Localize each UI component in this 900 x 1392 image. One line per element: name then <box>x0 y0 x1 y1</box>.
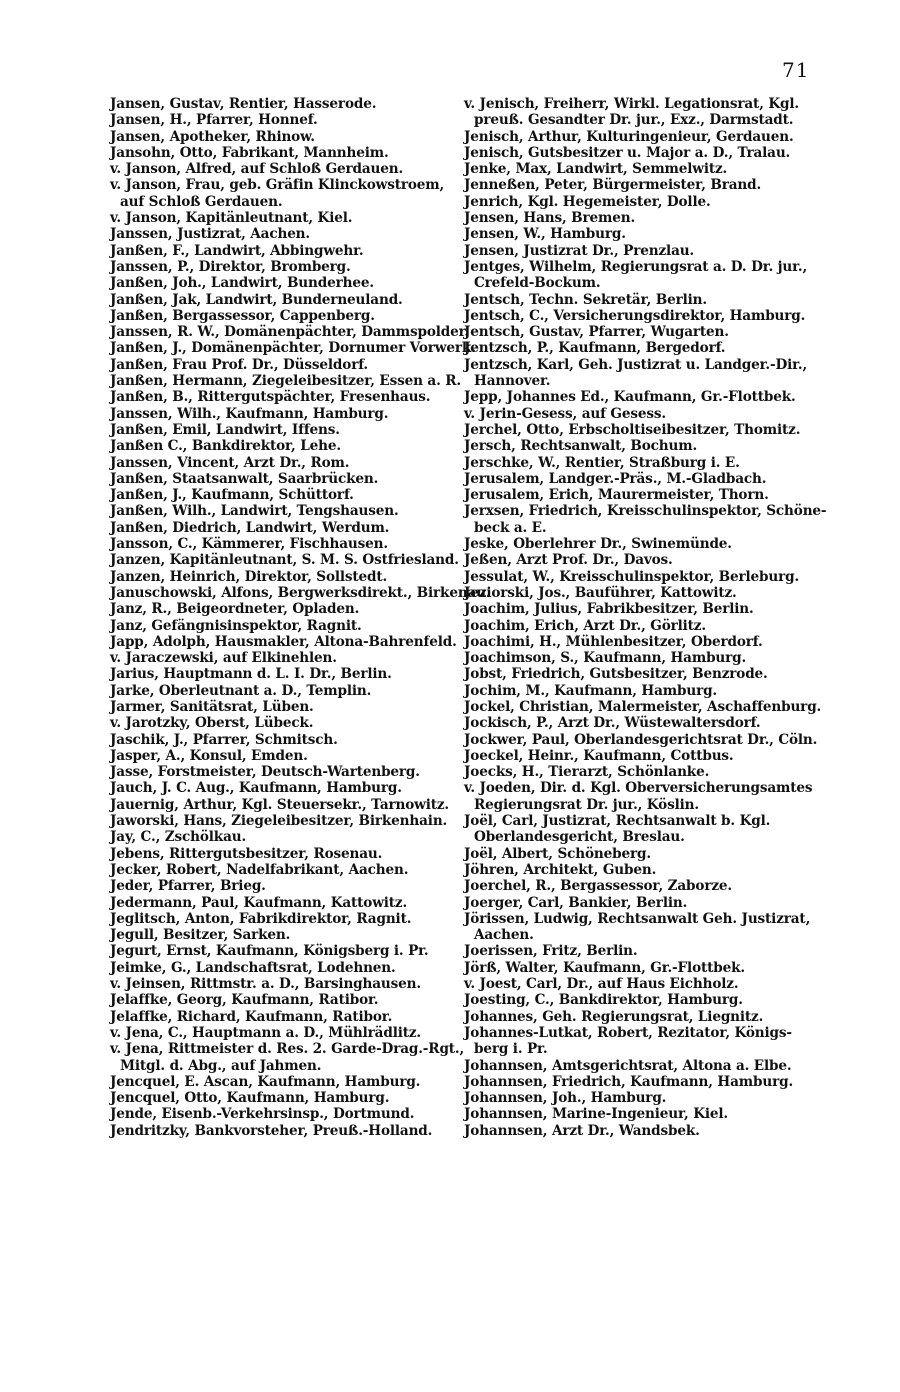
entry-text: Janßen, F., Landwirt, Abbingwehr. <box>110 242 364 259</box>
entry-text: Jochim, M., Kaufmann, Hamburg. <box>464 682 718 699</box>
entry-text: Januschowski, Alfons, Bergwerksdirekt., Birkenau. <box>110 584 491 601</box>
directory-entry <box>110 308 445 324</box>
entry-text: Janzen, Kapitänleutnant, S. M. S. Ostfriesland. <box>110 552 459 569</box>
directory-entry <box>464 698 822 715</box>
entry-text: Jockwer, Paul, Oberlandesgerichtsrat Dr., Cöln. <box>464 731 818 748</box>
directory-entry <box>110 455 445 471</box>
entry-continuation: berg i. Pr. <box>474 1041 548 1058</box>
entry-text: Johannsen, Friedrich, Kaufmann, Hamburg. <box>464 1073 794 1090</box>
entry-text: Joeckel, Heinr., Kaufmann, Cottbus. <box>464 747 734 764</box>
directory-entry <box>464 666 814 682</box>
directory-entry <box>110 373 461 390</box>
entry-text: Jentges, Wilhelm, Regierungsrat a. D. Dr. jur., <box>464 258 808 275</box>
directory-entry <box>110 829 445 845</box>
entry-text: Jedermann, Paul, Kaufmann, Kattowitz. <box>110 894 408 911</box>
directory-entry <box>110 666 445 682</box>
entry-text: Janßen, Jak, Landwirt, Bunderneuland. <box>110 291 403 308</box>
directory-entry <box>464 503 827 536</box>
entry-text: Janßen, Staatsanwalt, Saarbrücken. <box>110 470 379 487</box>
entry-text: Jansen, H., Pfarrer, Honnef. <box>110 112 318 129</box>
entry-text: Jelaffke, Richard, Kaufmann, Ratibor. <box>110 1008 393 1025</box>
directory-entry <box>110 503 445 519</box>
entry-text: Johannsen, Joh., Hamburg. <box>464 1090 667 1107</box>
directory-entry <box>110 438 445 454</box>
entry-text: v. Jenisch, Freiherr, Wirkl. Legationsrat, Kgl. <box>464 96 799 112</box>
directory-entry <box>464 96 814 129</box>
entry-text: Jenrich, Kgl. Hegemeister, Dolle. <box>464 193 711 210</box>
directory-entry <box>110 813 448 830</box>
entry-text: Jenneßen, Peter, Bürgermeister, Brand. <box>464 177 762 194</box>
entry-text: Janz, Gefängnisinspektor, Ragnit. <box>110 617 362 634</box>
directory-entry <box>464 259 814 292</box>
directory-entry <box>110 340 476 357</box>
directory-entry <box>110 895 445 911</box>
directory-entry <box>110 943 445 959</box>
directory-entry <box>110 683 445 699</box>
entry-text: Janßen, Joh., Landwirt, Bunderhee. <box>110 275 374 292</box>
directory-entry <box>464 569 814 585</box>
entry-text: Jaworski, Hans, Ziegeleibesitzer, Birkenhain. <box>110 813 448 830</box>
entry-text: Jelaffke, Georg, Kaufmann, Ratibor. <box>110 992 379 1009</box>
entry-text: Janßen, Frau Prof. Dr., Düsseldorf. <box>110 356 368 373</box>
entry-continuation: Mitgl. d. Abg., auf Jahmen. <box>120 1057 322 1074</box>
directory-entry <box>464 455 814 471</box>
directory-entry <box>110 618 445 634</box>
directory-entry <box>110 226 445 242</box>
directory-entry <box>464 585 814 601</box>
entry-text: Johannes, Geh. Regierungsrat, Liegnitz. <box>464 1008 764 1025</box>
directory-entry <box>464 1123 814 1139</box>
directory-entry <box>464 1058 814 1074</box>
directory-entry <box>464 145 814 161</box>
directory-entry <box>464 226 814 242</box>
directory-entry <box>464 324 814 340</box>
directory-entry <box>464 243 814 259</box>
entry-text: Jaschik, J., Pfarrer, Schmitsch. <box>110 731 338 748</box>
entry-text: Jensen, Hans, Bremen. <box>464 210 636 227</box>
directory-entry <box>464 813 814 846</box>
directory-entry <box>464 1009 814 1025</box>
entry-text: v. Jarotzky, Oberst, Lübeck. <box>110 715 314 732</box>
directory-entry <box>110 243 445 259</box>
entry-text: Jeder, Pfarrer, Brieg. <box>110 878 266 895</box>
directory-entry <box>110 569 445 585</box>
entry-text: Jensen, Justizrat Dr., Prenzlau. <box>464 242 695 259</box>
entry-text: v. Joeden, Dir. d. Kgl. Oberversicherungsamtes <box>464 780 813 797</box>
entry-text: Joerger, Carl, Bankier, Berlin. <box>464 894 688 911</box>
entry-text: Jarke, Oberleutnant a. D., Templin. <box>110 682 372 699</box>
directory-entry <box>464 943 814 959</box>
entry-text: Jerschke, W., Rentier, Straßburg i. E. <box>464 454 740 471</box>
entry-text: Joachimi, H., Mühlenbesitzer, Oberdorf. <box>464 633 763 650</box>
entry-text: v. Jerin-Gesess, auf Gesess. <box>464 405 666 422</box>
directory-entry <box>110 357 445 373</box>
directory-entry <box>110 210 445 226</box>
directory-entry <box>110 911 445 927</box>
directory-entry <box>110 976 445 992</box>
entry-text: Jansen, Apotheker, Rhinow. <box>110 128 315 145</box>
entry-text: v. Jeinsen, Rittmstr. a. D., Barsinghausen. <box>110 976 421 993</box>
entry-text: Jegurt, Ernst, Kaufmann, Königsberg i. Pr. <box>110 943 429 960</box>
directory-entry <box>110 1123 445 1139</box>
entry-text: v. Jena, C., Hauptmann a. D., Mühlrädlitz. <box>110 1024 422 1041</box>
entry-text: Joesting, C., Bankdirektor, Hamburg. <box>464 992 743 1009</box>
entry-text: Joël, Carl, Justizrat, Rechtsanwalt b. Kgl. <box>464 813 771 830</box>
entry-continuation: auf Schloß Gerdauen. <box>120 193 283 210</box>
entry-text: Jepp, Johannes Ed., Kaufmann, Gr.-Flottbek. <box>464 389 796 406</box>
entry-continuation: Aachen. <box>474 927 534 944</box>
directory-entry <box>110 324 469 341</box>
left-column <box>110 96 491 1139</box>
entry-text: Janßen, J., Domänenpächter, Dornumer Vorwerk. <box>110 340 476 357</box>
entry-text: Joecks, H., Tierarzt, Schönlanke. <box>464 764 710 781</box>
directory-entry <box>110 764 445 780</box>
directory-entry <box>110 520 445 536</box>
entry-text: Jauch, J. C. Aug., Kaufmann, Hamburg. <box>110 780 402 797</box>
directory-entry <box>464 129 814 145</box>
entry-text: Janßen, Bergassessor, Cappenberg. <box>110 307 375 324</box>
entry-continuation: beck a. E. <box>474 519 547 536</box>
entry-text: Jessulat, W., Kreisschulinspektor, Berleburg. <box>464 568 800 585</box>
entry-text: Janssen, Wilh., Kaufmann, Hamburg. <box>110 405 389 422</box>
directory-entry <box>110 1009 445 1025</box>
directory-entry <box>110 1074 445 1090</box>
directory-entry <box>464 471 814 487</box>
directory-entry <box>464 438 814 454</box>
page-number: 71 <box>782 58 810 82</box>
directory-entry <box>110 422 445 438</box>
entry-text: Joachim, Erich, Arzt Dr., Görlitz. <box>464 617 706 634</box>
directory-entry <box>110 992 445 1008</box>
entry-text: Jeglitsch, Anton, Fabrikdirektor, Ragnit. <box>110 910 412 927</box>
entry-text: Johannsen, Marine-Ingenieur, Kiel. <box>464 1106 729 1123</box>
entry-text: Janßen, J., Kaufmann, Schüttorf. <box>110 487 354 504</box>
directory-entry <box>464 976 814 992</box>
directory-entry <box>464 911 814 944</box>
entry-text: Johannsen, Amtsgerichtsrat, Altona a. Elbe. <box>464 1057 792 1074</box>
directory-entry <box>464 731 818 748</box>
entry-text: Jerxsen, Friedrich, Kreisschulinspektor, Schöne- <box>464 503 827 520</box>
entry-text: Johannsen, Arzt Dr., Wandsbek. <box>464 1122 700 1139</box>
entry-text: Jeimke, G., Landschaftsrat, Lodehnen. <box>110 959 396 976</box>
directory-entry <box>110 715 445 731</box>
directory-entry <box>464 487 814 503</box>
entry-text: Joerchel, R., Bergassessor, Zaborze. <box>464 878 732 895</box>
entry-text: Jencquel, Otto, Kaufmann, Hamburg. <box>110 1090 390 1107</box>
directory-entry <box>464 1074 814 1090</box>
entry-text: Jasper, A., Konsul, Emden. <box>110 747 308 764</box>
entry-continuation: Crefeld-Bockum. <box>474 275 601 292</box>
entry-text: Janßen, Emil, Landwirt, Iffens. <box>110 421 340 438</box>
entry-text: Jendritzky, Bankvorsteher, Preuß.-Holland. <box>110 1122 433 1139</box>
entry-text: Jockel, Christian, Malermeister, Aschaffenburg. <box>464 698 822 715</box>
entry-text: Jersch, Rechtsanwalt, Bochum. <box>464 438 698 455</box>
directory-entry <box>110 601 445 617</box>
directory-entry <box>464 292 814 308</box>
entry-text: Jentzsch, P., Kaufmann, Bergedorf. <box>464 340 726 357</box>
directory-entry <box>464 340 814 356</box>
directory-entry <box>110 748 445 764</box>
directory-entry <box>110 780 445 796</box>
entry-text: Jansen, Gustav, Rentier, Hasserode. <box>110 96 377 112</box>
entry-text: Jörissen, Ludwig, Rechtsanwalt Geh. Justizrat, <box>464 910 811 927</box>
entry-continuation: preuß. Gesandter Dr. jur., Exz., Darmstadt. <box>474 112 794 129</box>
entry-text: Jenke, Max, Landwirt, Semmelwitz. <box>464 161 728 178</box>
directory-entry <box>464 308 814 324</box>
directory-entry <box>464 422 814 438</box>
entry-text: Jöhren, Architekt, Guben. <box>464 861 657 878</box>
directory-entry <box>464 1025 814 1058</box>
directory-entry <box>464 878 814 894</box>
directory-entry <box>464 683 814 699</box>
entry-text: Jentsch, Gustav, Pfarrer, Wugarten. <box>464 324 729 341</box>
directory-entry <box>464 748 814 764</box>
directory-entry <box>110 275 445 291</box>
entry-text: Jenisch, Gutsbesitzer u. Major a. D., Tralau. <box>464 144 791 161</box>
entry-continuation: Hannover. <box>474 373 551 390</box>
entry-text: Jay, C., Zschölkau. <box>110 829 247 846</box>
entry-text: Jansohn, Otto, Fabrikant, Mannheim. <box>110 144 389 161</box>
directory-entry <box>110 650 445 666</box>
directory-entry <box>464 650 814 666</box>
entry-text: Joël, Albert, Schöneberg. <box>464 845 651 862</box>
directory-entry <box>110 161 445 177</box>
entry-text: v. Joest, Carl, Dr., auf Haus Eichholz. <box>464 976 739 993</box>
entry-text: v. Janson, Frau, geb. Gräfin Klinckowstroem, <box>110 177 445 194</box>
directory-entry <box>110 846 445 862</box>
entry-continuation: Oberlandesgericht, Breslau. <box>474 829 685 846</box>
directory-entry <box>464 601 814 617</box>
entry-text: Janßen, Hermann, Ziegeleibesitzer, Essen a. R. <box>110 373 461 390</box>
entry-text: Joerissen, Fritz, Berlin. <box>464 943 638 960</box>
entry-text: v. Janson, Kapitänleutnant, Kiel. <box>110 210 353 227</box>
entry-text: Jeziorski, Jos., Bauführer, Kattowitz. <box>464 584 737 601</box>
directory-entry <box>464 210 814 226</box>
entry-text: Jentsch, Techn. Sekretär, Berlin. <box>464 291 707 308</box>
entry-text: Jebens, Rittergutsbesitzer, Rosenau. <box>110 845 383 862</box>
entry-text: Jegull, Besitzer, Sarken. <box>110 927 291 944</box>
directory-entry <box>110 699 445 715</box>
entry-text: Jörß, Walter, Kaufmann, Gr.-Flottbek. <box>464 959 745 976</box>
directory-entry <box>110 389 445 405</box>
entry-text: Janz, R., Beigeordneter, Opladen. <box>110 601 360 618</box>
directory-entry <box>110 732 445 748</box>
entry-text: Janssen, P., Direktor, Bromberg. <box>110 258 351 275</box>
directory-entry <box>110 960 445 976</box>
directory-entry <box>110 259 445 275</box>
directory-entry <box>110 406 445 422</box>
directory-entry <box>110 796 449 813</box>
directory-entry <box>464 357 814 390</box>
entry-text: Joachimson, S., Kaufmann, Hamburg. <box>464 650 747 667</box>
entry-text: Jensen, W., Hamburg. <box>464 226 626 243</box>
directory-entry <box>464 846 814 862</box>
directory-entry <box>110 633 457 650</box>
entry-text: Janssen, Justizrat, Aachen. <box>110 226 311 243</box>
entry-text: Jarius, Hauptmann d. L. I. Dr., Berlin. <box>110 666 392 683</box>
entry-text: Joachim, Julius, Fabrikbesitzer, Berlin. <box>464 601 754 618</box>
entry-text: Jeske, Oberlehrer Dr., Swinemünde. <box>464 536 732 553</box>
directory-entry <box>464 634 814 650</box>
directory-entry <box>464 764 814 780</box>
right-column <box>464 96 827 1139</box>
directory-entry <box>464 389 814 405</box>
directory-entry <box>110 552 459 569</box>
entry-text: Jentsch, C., Versicherungsdirektor, Hamburg. <box>464 307 806 324</box>
entry-text: Jobst, Friedrich, Gutsbesitzer, Benzrode. <box>464 666 768 683</box>
directory-entry <box>110 96 445 112</box>
directory-entry <box>464 895 814 911</box>
directory-entry <box>464 194 814 210</box>
directory-entry <box>110 927 445 943</box>
entry-text: Jende, Eisenb.-Verkehrsinsp., Dortmund. <box>110 1106 415 1123</box>
entry-text: v. Jena, Rittmeister d. Res. 2. Garde-Drag.-Rgt., <box>110 1041 465 1058</box>
directory-entry <box>110 1025 445 1041</box>
entry-text: Jarmer, Sanitätsrat, Lüben. <box>110 698 314 715</box>
directory-entry <box>464 992 814 1008</box>
entry-text: Japp, Adolph, Hausmakler, Altona-Bahrenfeld. <box>110 633 457 650</box>
directory-entry <box>464 862 814 878</box>
directory-entry <box>110 878 445 894</box>
entry-text: Janßen, B., Rittergutspächter, Fresenhaus. <box>110 389 431 406</box>
directory-entry <box>464 161 814 177</box>
entry-text: Johannes-Lutkat, Robert, Rezitator, Königs- <box>464 1024 792 1041</box>
entry-text: Jentzsch, Karl, Geh. Justizrat u. Landger.-Dir., <box>464 356 808 373</box>
entry-text: Janßen, Diedrich, Landwirt, Werdum. <box>110 519 390 536</box>
entry-text: Janssen, Vincent, Arzt Dr., Rom. <box>110 454 350 471</box>
directory-entry <box>464 1106 814 1122</box>
directory-entry <box>110 112 445 128</box>
entry-text: Jauernig, Arthur, Kgl. Steuersekr., Tarnowitz. <box>110 796 449 813</box>
entry-text: Jasse, Forstmeister, Deutsch-Wartenberg. <box>110 764 420 781</box>
directory-entry <box>464 552 814 568</box>
entry-text: Jenisch, Arthur, Kulturingenieur, Gerdauen. <box>464 128 794 145</box>
entry-text: Jerchel, Otto, Erbscholtiseibesitzer, Thomitz. <box>464 421 801 438</box>
directory-entry <box>110 129 445 145</box>
directory-entry <box>110 1090 445 1106</box>
directory-entry <box>464 177 814 193</box>
directory-entry <box>110 536 445 552</box>
directory-entry <box>464 780 814 813</box>
entry-text: Janßen C., Bankdirektor, Lehe. <box>110 438 341 455</box>
directory-entry <box>110 862 445 878</box>
directory-entry <box>464 618 814 634</box>
entry-text: v. Janson, Alfred, auf Schloß Gerdauen. <box>110 161 404 178</box>
entry-text: Janßen, Wilh., Landwirt, Tengshausen. <box>110 503 399 520</box>
entry-continuation: Regierungsrat Dr. jur., Köslin. <box>474 796 699 813</box>
directory-entry <box>110 471 445 487</box>
directory-entry <box>110 145 445 161</box>
entry-text: Janssen, R. W., Domänenpächter, Dammspolder. <box>110 324 469 341</box>
entry-text: Jockisch, P., Arzt Dr., Wüstewaltersdorf. <box>464 715 761 732</box>
directory-entry <box>464 536 814 552</box>
directory-entry <box>110 177 445 210</box>
entry-text: v. Jaraczewski, auf Elkinehlen. <box>110 650 337 667</box>
directory-entry <box>110 1041 465 1074</box>
entry-text: Jansson, C., Kämmerer, Fischhausen. <box>110 536 388 553</box>
directory-entry <box>110 292 445 308</box>
directory-entry <box>464 1090 814 1106</box>
directory-entry <box>110 1106 445 1122</box>
directory-entry <box>110 584 491 601</box>
entry-text: Jerusalem, Erich, Maurermeister, Thorn. <box>464 487 769 504</box>
entry-text: Jencquel, E. Ascan, Kaufmann, Hamburg. <box>110 1073 421 1090</box>
entry-text: Jerusalem, Landger.-Präs., M.-Gladbach. <box>464 470 767 487</box>
entry-text: Jecker, Robert, Nadelfabrikant, Aachen. <box>110 861 409 878</box>
entry-text: Jeßen, Arzt Prof. Dr., Davos. <box>464 552 673 569</box>
directory-entry <box>110 487 445 503</box>
directory-entry <box>464 406 814 422</box>
directory-entry <box>464 715 814 731</box>
directory-entry <box>464 960 814 976</box>
entry-text: Janzen, Heinrich, Direktor, Sollstedt. <box>110 568 388 585</box>
